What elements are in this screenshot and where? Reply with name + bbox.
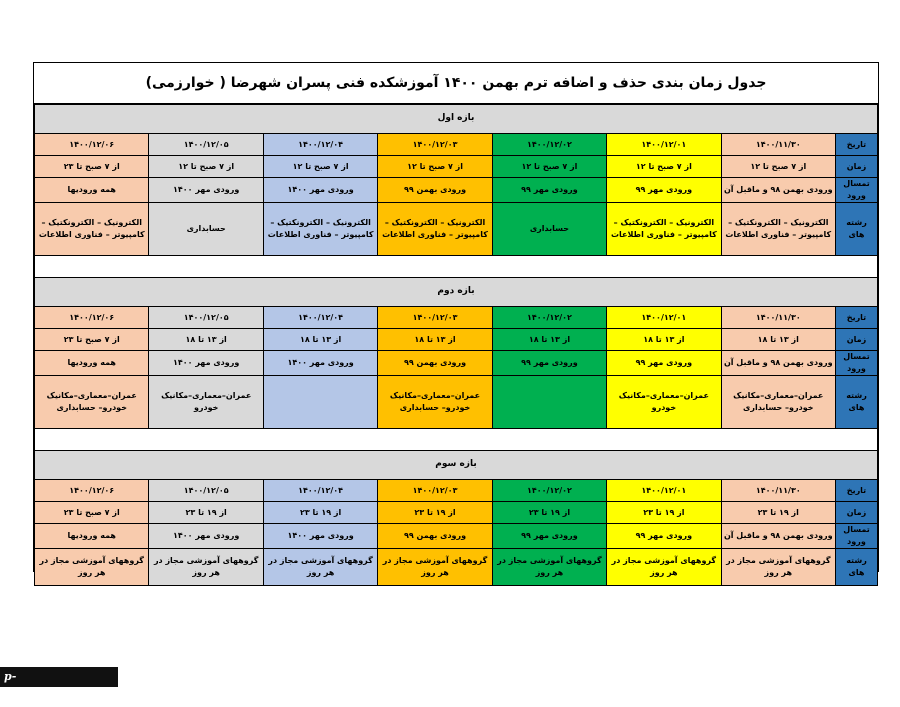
- date-cell: ۱۴۰۰/۱۱/۳۰: [721, 480, 835, 502]
- row-label-entry: تمسال ورود: [836, 351, 878, 376]
- time-cell: از ۱۹ تا ۲۳: [721, 502, 835, 524]
- entry-cell: ورودی بهمن ۹۹: [378, 524, 492, 549]
- row-label-time: زمان: [836, 156, 878, 178]
- site-url: p-shahreza.tvu.ac.ir: [0, 667, 118, 687]
- spacer-row: [35, 429, 878, 451]
- date-cell: ۱۴۰۰/۱۱/۳۰: [721, 134, 835, 156]
- majors-cell: گروههای آموزشی مجاز در هر روز: [149, 549, 263, 586]
- spacer-row: [35, 256, 878, 278]
- date-cell: ۱۴۰۰/۱۲/۰۵: [149, 480, 263, 502]
- time-cell: از ۱۳ تا ۱۸: [721, 329, 835, 351]
- time-cell: از ۱۹ تا ۲۳: [263, 502, 377, 524]
- period-header: [35, 105, 878, 134]
- time-cell: از ۱۳ تا ۱۸: [378, 329, 492, 351]
- table-row-entry: [35, 524, 878, 549]
- time-cell: از ۱۳ تا ۱۸: [492, 329, 606, 351]
- row-label-date: تاریخ: [836, 307, 878, 329]
- period-title: بازه اول: [35, 105, 878, 134]
- table-row-majors: [35, 549, 878, 586]
- majors-cell: الکترونیک – الکترونکتیک – کامپیوتر – فناوری اطلاعات: [607, 203, 721, 256]
- entry-cell: ورودی مهر ۹۹: [607, 524, 721, 549]
- date-cell: ۱۴۰۰/۱۲/۰۶: [35, 480, 149, 502]
- table-row-date: [35, 480, 878, 502]
- entry-cell: ورودی مهر ۱۴۰۰: [149, 178, 263, 203]
- majors-cell: عمران–معماری–مکانیک خودرو: [607, 376, 721, 429]
- entry-cell: همه ورودیها: [35, 351, 149, 376]
- page-title: جدول زمان بندی حذف و اضافه ترم بهمن ۱۴۰۰ آموزشکده فنی پسران شهرضا ( خوارزمی): [34, 63, 878, 104]
- majors-cell: [492, 376, 606, 429]
- entry-cell: ورودی مهر ۹۹: [492, 178, 606, 203]
- time-cell: از ۱۹ تا ۲۳: [378, 502, 492, 524]
- date-cell: ۱۴۰۰/۱۲/۰۶: [35, 134, 149, 156]
- table-row-majors: [35, 376, 878, 429]
- table-row-entry: [35, 178, 878, 203]
- date-cell: ۱۴۰۰/۱۲/۰۱: [607, 134, 721, 156]
- row-label-date: تاریخ: [836, 480, 878, 502]
- date-cell: ۱۴۰۰/۱۲/۰۱: [607, 480, 721, 502]
- time-cell: از ۷ صبح تا ۱۲: [378, 156, 492, 178]
- period-header: [35, 278, 878, 307]
- date-cell: ۱۴۰۰/۱۲/۰۴: [263, 480, 377, 502]
- entry-cell: ورودی مهر ۱۴۰۰: [149, 524, 263, 549]
- majors-cell: الکترونیک – الکترونکتیک – کامپیوتر – فناوری اطلاعات: [378, 203, 492, 256]
- table-row-time: [35, 502, 878, 524]
- period-title: بازه سوم: [35, 451, 878, 480]
- majors-cell: گروههای آموزشی مجاز در هر روز: [721, 549, 835, 586]
- row-label-entry: تمسال ورود: [836, 178, 878, 203]
- schedule-sheet: [33, 62, 879, 577]
- date-cell: ۱۴۰۰/۱۲/۰۱: [607, 307, 721, 329]
- date-cell: ۱۴۰۰/۱۲/۰۲: [492, 480, 606, 502]
- majors-cell: عمران–معماری–مکانیک خودرو– حسابداری: [721, 376, 835, 429]
- time-cell: از ۱۹ تا ۲۳: [607, 502, 721, 524]
- majors-cell: گروههای آموزشی مجاز در هر روز: [378, 549, 492, 586]
- time-cell: از ۱۳ تا ۱۸: [607, 329, 721, 351]
- row-label-majors: رشته های: [836, 203, 878, 256]
- majors-cell: الکترونیک – الکترونکتیک – کامپیوتر – فناوری اطلاعات: [721, 203, 835, 256]
- row-label-time: زمان: [836, 329, 878, 351]
- majors-cell: حسابداری: [149, 203, 263, 256]
- entry-cell: ورودی بهمن ۹۸ و ماقبل آن: [721, 178, 835, 203]
- row-label-time: زمان: [836, 502, 878, 524]
- date-cell: ۱۴۰۰/۱۲/۰۲: [492, 134, 606, 156]
- row-label-majors: رشته های: [836, 376, 878, 429]
- time-cell: از ۱۹ تا ۲۳: [492, 502, 606, 524]
- time-cell: از ۷ صبح تا ۲۳: [35, 502, 149, 524]
- time-cell: از ۷ صبح تا ۱۲: [263, 156, 377, 178]
- entry-cell: ورودی بهمن ۹۹: [378, 351, 492, 376]
- time-cell: از ۱۳ تا ۱۸: [149, 329, 263, 351]
- majors-cell: عمران–معماری–مکانیک خودرو– حسابداری: [35, 376, 149, 429]
- table-row-entry: [35, 351, 878, 376]
- table-row-time: [35, 329, 878, 351]
- majors-cell: گروههای آموزشی مجاز در هر روز: [35, 549, 149, 586]
- majors-cell: الکترونیک – الکترونکتیک – کامپیوتر – فناوری اطلاعات: [35, 203, 149, 256]
- row-label-majors: رشته های: [836, 549, 878, 586]
- date-cell: ۱۴۰۰/۱۲/۰۴: [263, 307, 377, 329]
- entry-cell: ورودی مهر ۱۴۰۰: [263, 351, 377, 376]
- majors-cell: حسابداری: [492, 203, 606, 256]
- entry-cell: ورودی مهر ۹۹: [607, 351, 721, 376]
- date-cell: ۱۴۰۰/۱۲/۰۴: [263, 134, 377, 156]
- time-cell: از ۷ صبح تا ۱۲: [607, 156, 721, 178]
- entry-cell: ورودی مهر ۹۹: [492, 351, 606, 376]
- date-cell: ۱۴۰۰/۱۲/۰۲: [492, 307, 606, 329]
- entry-cell: همه ورودیها: [35, 524, 149, 549]
- date-cell: ۱۴۰۰/۱۲/۰۶: [35, 307, 149, 329]
- table-row-time: [35, 156, 878, 178]
- row-label-entry: تمسال ورود: [836, 524, 878, 549]
- majors-cell: الکترونیک – الکترونکتیک – کامپیوتر – فناوری اطلاعات: [263, 203, 377, 256]
- spacer-cell: [35, 256, 878, 278]
- majors-cell: عمران–معماری–مکانیک خودرو– حسابداری: [378, 376, 492, 429]
- row-label-date: تاریخ: [836, 134, 878, 156]
- entry-cell: ورودی مهر ۱۴۰۰: [149, 351, 263, 376]
- period-title: بازه دوم: [35, 278, 878, 307]
- time-cell: از ۷ صبح تا ۱۲: [492, 156, 606, 178]
- entry-cell: ورودی مهر ۹۹: [607, 178, 721, 203]
- majors-cell: گروههای آموزشی مجاز در هر روز: [492, 549, 606, 586]
- time-cell: از ۷ صبح تا ۲۳: [35, 329, 149, 351]
- date-cell: ۱۴۰۰/۱۲/۰۳: [378, 134, 492, 156]
- table-row-majors: [35, 203, 878, 256]
- entry-cell: ورودی بهمن ۹۸ و ماقبل آن: [721, 524, 835, 549]
- time-cell: از ۱۳ تا ۱۸: [263, 329, 377, 351]
- majors-cell: [263, 376, 377, 429]
- entry-cell: ورودی مهر ۱۴۰۰: [263, 524, 377, 549]
- majors-cell: عمران–معماری–مکانیک خودرو: [149, 376, 263, 429]
- majors-cell: گروههای آموزشی مجاز در هر روز: [263, 549, 377, 586]
- date-cell: ۱۴۰۰/۱۲/۰۵: [149, 134, 263, 156]
- table-row-date: [35, 134, 878, 156]
- time-cell: از ۱۹ تا ۲۳: [149, 502, 263, 524]
- entry-cell: ورودی بهمن ۹۹: [378, 178, 492, 203]
- table-row-date: [35, 307, 878, 329]
- date-cell: ۱۴۰۰/۱۲/۰۳: [378, 307, 492, 329]
- time-cell: از ۷ صبح تا ۲۳: [35, 156, 149, 178]
- entry-cell: ورودی مهر ۹۹: [492, 524, 606, 549]
- entry-cell: ورودی مهر ۱۴۰۰: [263, 178, 377, 203]
- date-cell: ۱۴۰۰/۱۲/۰۵: [149, 307, 263, 329]
- entry-cell: ورودی بهمن ۹۸ و ماقبل آن: [721, 351, 835, 376]
- date-cell: ۱۴۰۰/۱۲/۰۳: [378, 480, 492, 502]
- entry-cell: همه ورودیها: [35, 178, 149, 203]
- date-cell: ۱۴۰۰/۱۱/۳۰: [721, 307, 835, 329]
- spacer-cell: [35, 429, 878, 451]
- time-cell: از ۷ صبح تا ۱۲: [149, 156, 263, 178]
- majors-cell: گروههای آموزشی مجاز در هر روز: [607, 549, 721, 586]
- schedule-table: [34, 104, 878, 586]
- time-cell: از ۷ صبح تا ۱۲: [721, 156, 835, 178]
- period-header: [35, 451, 878, 480]
